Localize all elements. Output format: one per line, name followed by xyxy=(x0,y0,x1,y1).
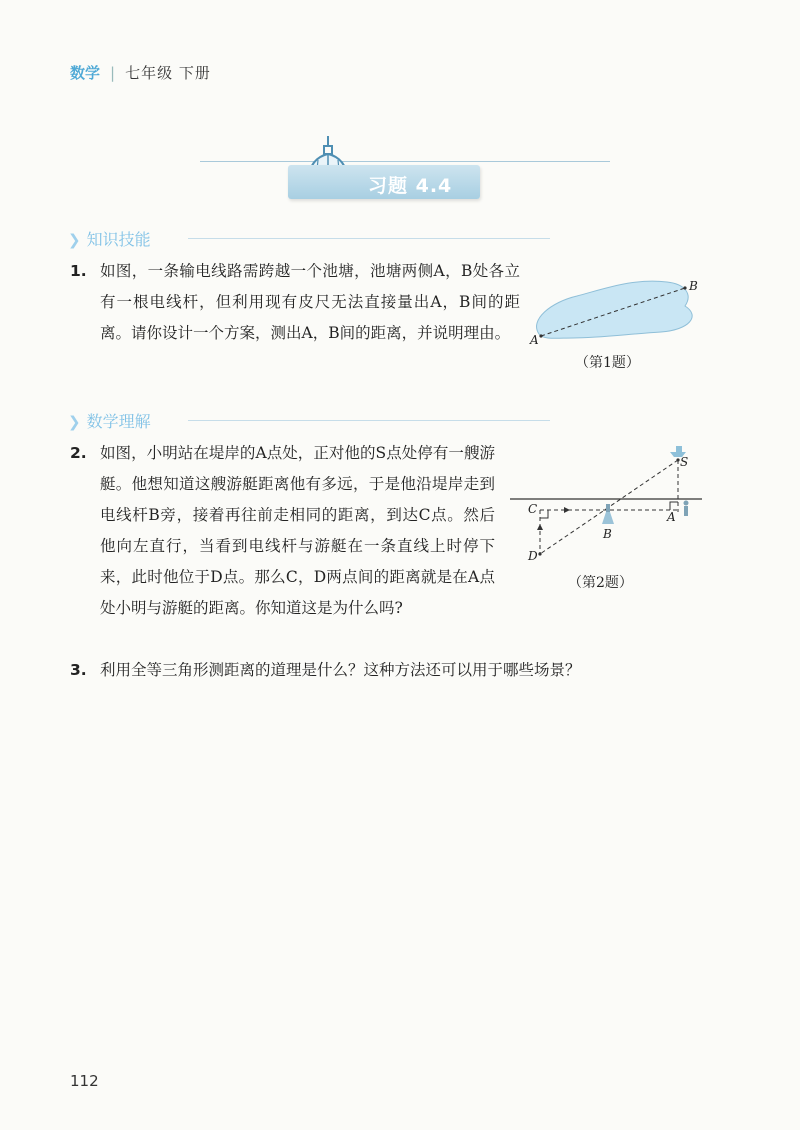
problem-3 xyxy=(70,655,710,686)
figure-2-caption: （第2题） xyxy=(568,575,633,591)
exercise-title: 习题 4.4 xyxy=(368,175,453,197)
problem-2-number: 2. xyxy=(70,444,87,462)
section-understanding-rule xyxy=(188,420,550,421)
section-skills-rule xyxy=(188,238,550,239)
section-skills xyxy=(68,227,151,250)
figure-1-pond xyxy=(525,272,715,352)
fig2-label-d: D xyxy=(528,549,538,563)
figure-1-caption: （第1题） xyxy=(575,355,640,371)
fig2-label-a: A xyxy=(667,510,676,524)
section-understanding xyxy=(68,409,151,432)
book-label: 七年级 下册 xyxy=(125,64,211,82)
problem-1-text: 如图，一条输电线路需跨越一个池塘，池塘两侧A，B处各立有一根电线杆，但利用现有皮尺无法直接量出A，B间的距离。请你设计一个方案，测出A，B间的距离，并说明理由。 xyxy=(100,262,520,342)
fig2-label-b: B xyxy=(603,527,612,541)
fig1-label-b: B xyxy=(689,279,698,293)
running-header xyxy=(70,62,211,83)
problem-2-text: 如图，小明站在堤岸的A点处，正对他的S点处停有一艘游艇。他想知道这艘游艇距离他有多远，于是他沿堤岸走到电线杆B旁，接着再往前走相同的距离，到达C点。然后他向左直行，当看到电线杆与游艇在一条直线上时停下来，此时他位于D点。那么C，D两点间的距离就是在A点处小明与游艇的距离。你知道这是为什么吗? xyxy=(100,444,495,617)
fig2-label-s: S xyxy=(680,455,689,469)
problem-3-text: 利用全等三角形测距离的道理是什么？这种方法还可以用于哪些场景？ xyxy=(100,661,581,679)
problem-1-number: 1. xyxy=(70,262,87,280)
header-separator: | xyxy=(110,64,116,82)
person-icon xyxy=(684,501,689,517)
section-skills-label: 知识技能 xyxy=(86,230,151,249)
problem-1 xyxy=(70,256,520,349)
page-number: 112 xyxy=(70,1072,99,1090)
subject-label: 数学 xyxy=(70,64,101,82)
pole-icon xyxy=(602,504,614,524)
fig1-label-a: A xyxy=(530,333,539,347)
chevron-right-icon: ❯ xyxy=(68,413,81,431)
section-understanding-label: 数学理解 xyxy=(86,412,151,431)
problem-3-number: 3. xyxy=(70,661,87,679)
chevron-right-icon: ❯ xyxy=(68,231,81,249)
fig2-label-c: C xyxy=(528,502,538,516)
title-rule xyxy=(200,161,610,162)
problem-2 xyxy=(70,438,495,624)
figure-2-riverbank xyxy=(510,440,710,570)
